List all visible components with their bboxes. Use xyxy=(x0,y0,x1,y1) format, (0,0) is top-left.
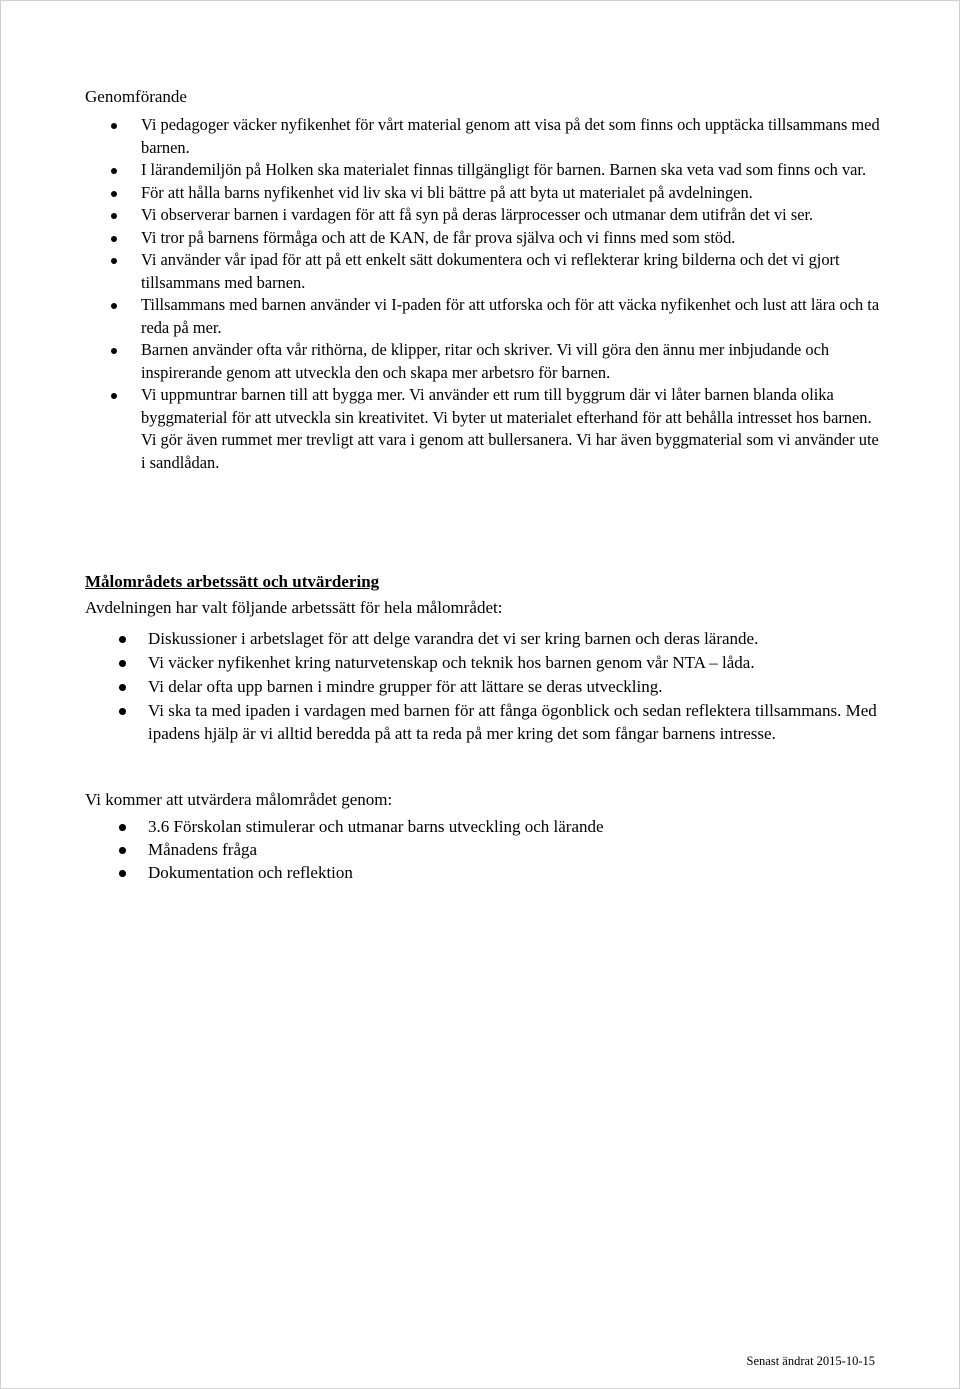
bullet-icon xyxy=(111,236,117,242)
arbetssatt-list xyxy=(85,627,885,746)
list-item: Barnen använder ofta vår rithörna, de klipper, ritar och skriver. Vi vill göra den ännu mer inbjudande och inspirerande genom att utveckla den och skapa mer arbetsro för barnen. xyxy=(85,339,885,384)
bullet-icon xyxy=(111,303,117,309)
list-item: Vi uppmuntrar barnen till att bygga mer. Vi använder ett rum till byggrum där vi låter barnen blanda olika byggmaterial för att utveckla sin kreativitet. Vi byter ut materialet efterhand för att behålla intresset hos barnen. Vi gör även rummet mer trevligt att vara i genom att bullersanera. Vi har även byggmaterial som vi använder ute i sandlådan. xyxy=(85,384,885,474)
list-item: Diskussioner i arbetslaget för att delge varandra det vi ser kring barnen och deras lärande. xyxy=(85,627,885,650)
bullet-icon xyxy=(119,636,126,643)
utvardering-list xyxy=(85,815,885,884)
list-item: Månadens fråga xyxy=(85,838,885,861)
list-item: Vi delar ofta upp barnen i mindre grupper för att lättare se deras utveckling. xyxy=(85,675,885,698)
section-title-malomradets-arbetssatt: Målområdets arbetssätt och utvärdering xyxy=(85,572,380,591)
list-item: Vi observerar barnen i vardagen för att få syn på deras lärprocesser och utmanar dem utifrån det vi ser. xyxy=(85,204,885,227)
bullet-icon xyxy=(111,393,117,399)
bullet-icon xyxy=(119,847,126,854)
bullet-icon xyxy=(111,168,117,174)
list-item: För att hålla barns nyfikenhet vid liv ska vi bli bättre på att byta ut materialet på avdelningen. xyxy=(85,182,885,205)
list-item: Dokumentation och reflektion xyxy=(85,861,885,884)
list-item: Vi tror på barnens förmåga och att de KAN, de får prova själva och vi finns med som stöd. xyxy=(85,227,885,250)
list-item: 3.6 Förskolan stimulerar och utmanar barns utveckling och lärande xyxy=(85,815,885,838)
list-item: I lärandemiljön på Holken ska materialet finnas tillgängligt för barnen. Barnen ska veta vad som finns och var. xyxy=(85,159,885,182)
arbetssatt-intro: Avdelningen har valt följande arbetssätt för hela målområdet: xyxy=(85,598,503,617)
list-item: Vi pedagoger väcker nyfikenhet för vårt material genom att visa på det som finns och upptäcka tillsammans med barnen. xyxy=(85,114,885,159)
bullet-icon xyxy=(111,123,117,129)
list-item: Vi använder vår ipad för att på ett enkelt sätt dokumentera och vi reflekterar kring bilderna och det vi gjort tillsammans med barnen. xyxy=(85,249,885,294)
bullet-icon xyxy=(111,191,117,197)
genomforande-list xyxy=(85,114,885,474)
bullet-icon xyxy=(119,708,126,715)
bullet-icon xyxy=(119,870,126,877)
bullet-icon xyxy=(111,258,117,264)
list-item: Vi ska ta med ipaden i vardagen med barnen för att fånga ögonblick och sedan reflektera tillsammans. Med ipadens hjälp är vi alltid beredda på att ta reda på mer kring det som fångar barnens intresse. xyxy=(85,699,885,745)
footer-last-modified: Senast ändrat 2015-10-15 xyxy=(746,1354,875,1368)
bullet-icon xyxy=(119,824,126,831)
bullet-icon xyxy=(111,348,117,354)
bullet-icon xyxy=(119,660,126,667)
utvardering-intro: Vi kommer att utvärdera målområdet genom: xyxy=(85,790,393,809)
section-heading-genomforande: Genomförande xyxy=(85,87,187,106)
list-item: Tillsammans med barnen använder vi I-paden för att utforska och för att väcka nyfikenhet och lust att lära och ta reda på mer. xyxy=(85,294,885,339)
list-item: Vi väcker nyfikenhet kring naturvetenskap och teknik hos barnen genom vår NTA – låda. xyxy=(85,651,885,674)
bullet-icon xyxy=(111,213,117,219)
bullet-icon xyxy=(119,684,126,691)
